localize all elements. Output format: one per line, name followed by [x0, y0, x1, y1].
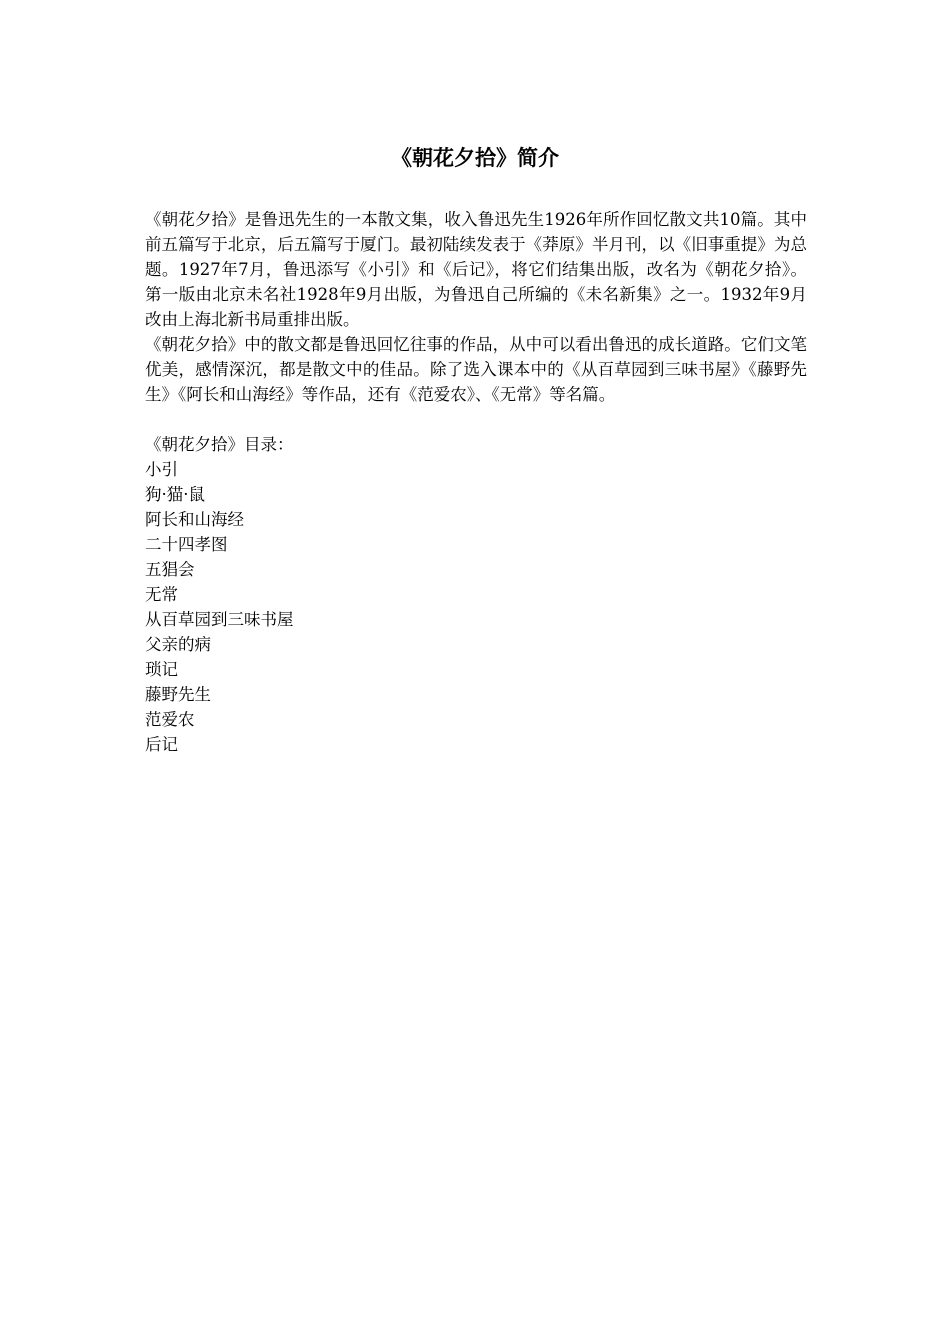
document-body: [145, 207, 807, 757]
document-title: 《朝花夕拾》简介: [391, 145, 559, 170]
toc-item: 无常: [145, 585, 178, 604]
toc-item: 二十四孝图: [145, 535, 228, 554]
toc-item: 从百草园到三味书屋: [145, 610, 294, 629]
toc-item: 范爱农: [145, 710, 195, 729]
intro-paragraph-1: 《朝花夕拾》是鲁迅先生的一本散文集，收入鲁迅先生1926年所作回忆散文共10篇。其中前五篇写于北京，后五篇写于厦门。最初陆续发表于《莽原》半月刊，以《旧事重提》为总题。1927年7月，鲁迅添写《小引》和《后记》，将它们结集出版，改名为《朝花夕拾》。第一版由北京未名社1928年9月出版，为鲁迅自己所编的《未名新集》之一。1932年9月改由上海北新书局重排出版。: [145, 210, 807, 329]
toc-list: [145, 457, 807, 757]
toc-item: 藤野先生: [145, 685, 211, 704]
toc-title: 《朝花夕拾》目录：: [145, 435, 294, 454]
toc-item: 父亲的病: [145, 635, 211, 654]
toc-item: 小引: [145, 460, 178, 479]
toc-item: 五猖会: [145, 560, 195, 579]
toc-item: 狗·猫·鼠: [145, 485, 205, 504]
intro-paragraph-2: 《朝花夕拾》中的散文都是鲁迅回忆往事的作品，从中可以看出鲁迅的成长道路。它们文笔优美，感情深沉，都是散文中的佳品。除了选入课本中的《从百草园到三味书屋》《藤野先生》《阿长和山海经》等作品，还有《范爱农》、《无常》等名篇。: [145, 335, 807, 404]
toc-item: 后记: [145, 735, 178, 754]
paragraph-spacer: [145, 407, 807, 432]
toc-item: 琐记: [145, 660, 178, 679]
toc-item: 阿长和山海经: [145, 510, 244, 529]
